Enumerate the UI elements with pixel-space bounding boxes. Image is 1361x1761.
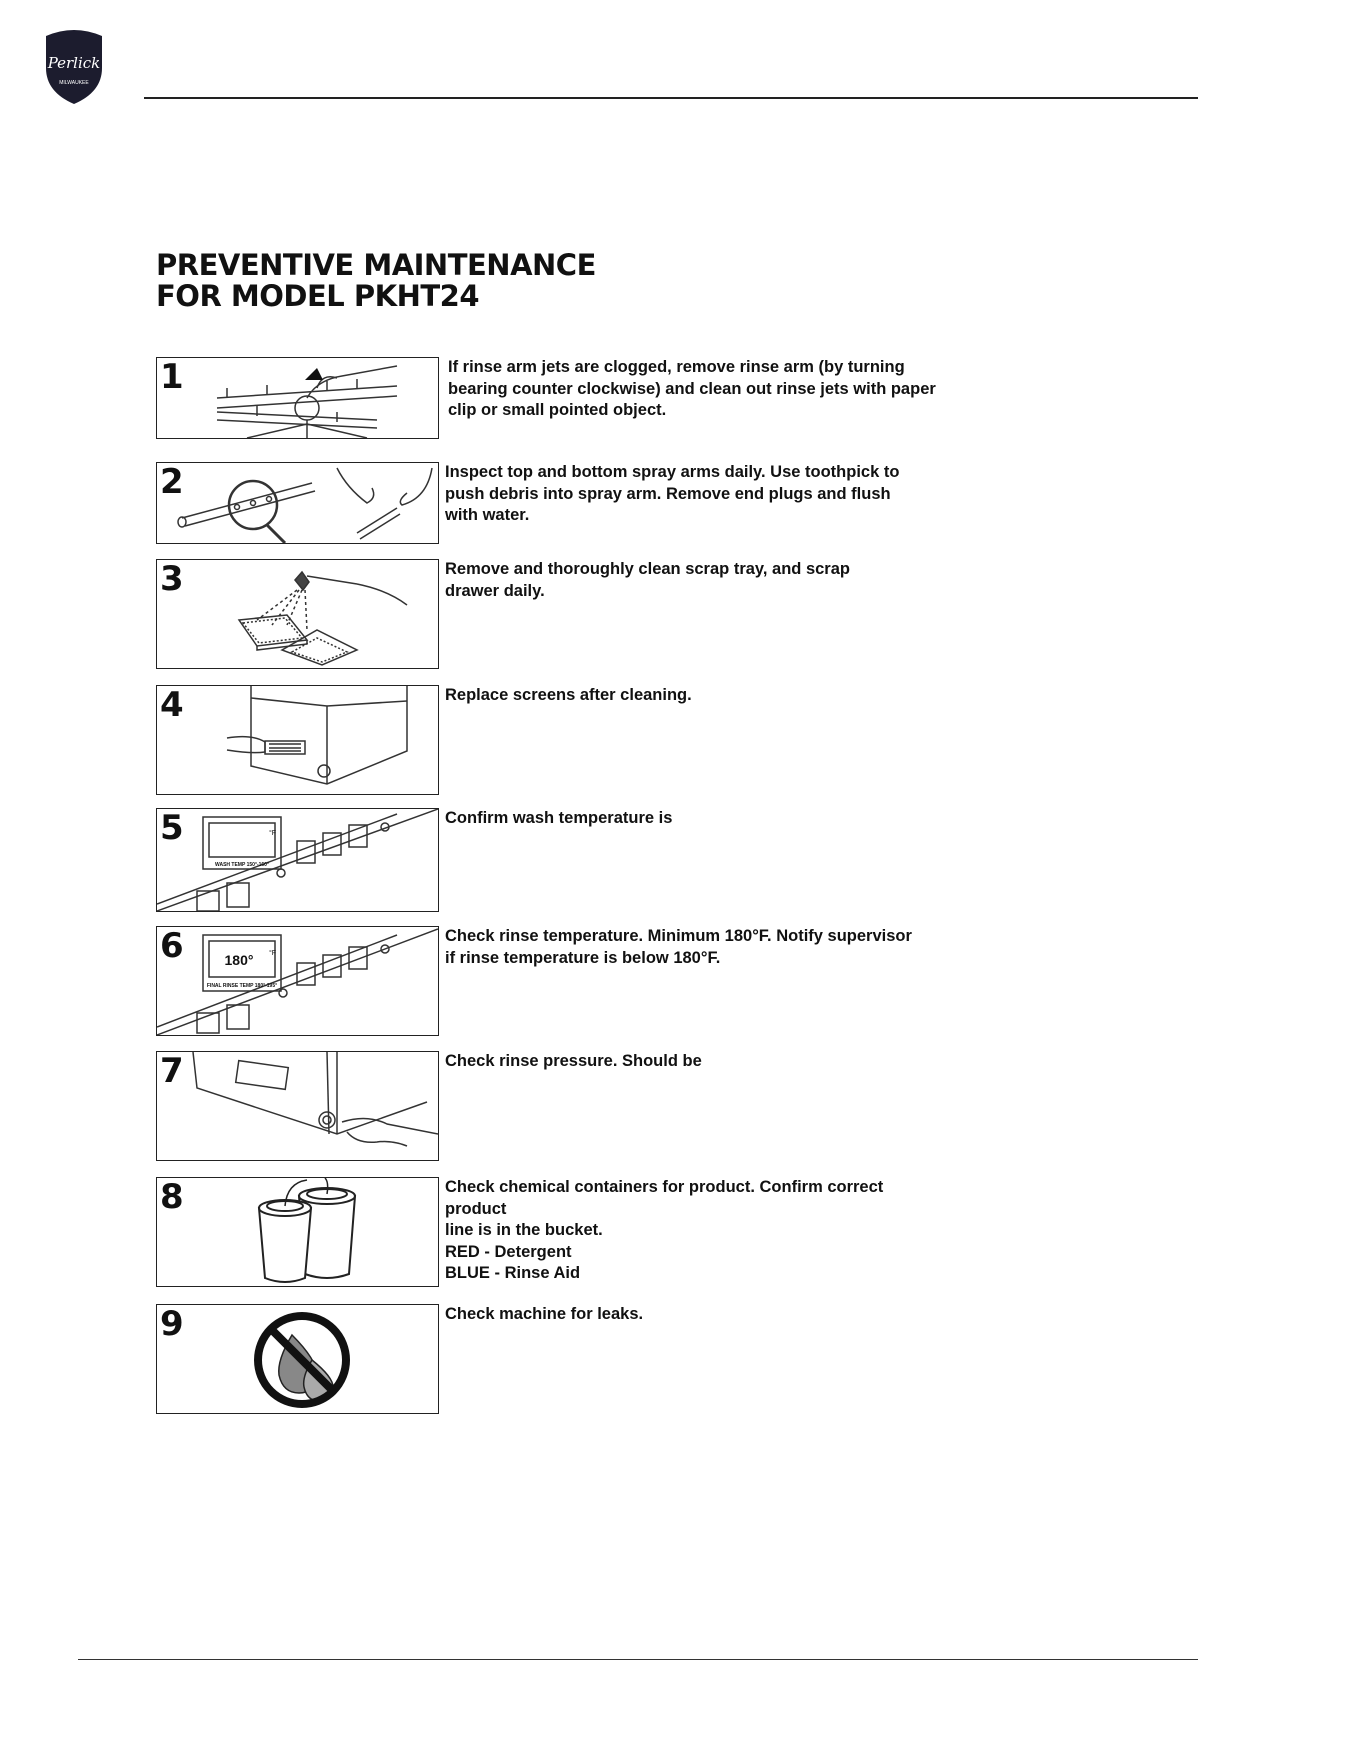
step-9-panel	[156, 1304, 439, 1414]
spray-arm-illustration	[157, 463, 438, 543]
rinse-pressure-illustration	[157, 1052, 438, 1160]
svg-text:WASH TEMP 150°-160°: WASH TEMP 150°-160°	[215, 862, 269, 868]
step-number: 9	[160, 1304, 184, 1344]
step-2-panel	[156, 462, 439, 544]
step-number: 6	[160, 926, 184, 966]
svg-text:°F: °F	[269, 950, 277, 957]
step-number: 8	[160, 1177, 184, 1217]
step-8-panel	[156, 1177, 439, 1287]
step-number: 4	[160, 685, 184, 725]
step-3-panel	[156, 559, 439, 669]
title-line-2: FOR MODEL PKHT24	[156, 279, 479, 313]
step-8-text: Check chemical containers for product. Confirm correct product line is in the bucket. RED - Detergent BLUE - Rinse Aid	[445, 1178, 884, 1282]
step-7-text: Check rinse pressure. Should be	[445, 1052, 702, 1070]
page-title	[156, 250, 596, 312]
logo-text: Perlick	[47, 54, 101, 72]
step-2-text: Inspect top and bottom spray arms daily. Use toothpick to push debris into spray arm. Remove end plugs and flush with water.	[445, 463, 900, 524]
scrap-tray-illustration	[157, 560, 438, 668]
rinse-temp-panel-illustration	[157, 927, 438, 1035]
no-leaks-icon	[157, 1305, 438, 1413]
step-number: 2	[160, 462, 184, 502]
footer-rule	[78, 1659, 1198, 1660]
step-6-panel	[156, 926, 439, 1036]
header-rule	[144, 97, 1198, 99]
wash-temp-panel-illustration	[157, 809, 438, 911]
step-5-panel	[156, 808, 439, 912]
step-3-text: Remove and thoroughly clean scrap tray, and scrap drawer daily.	[445, 560, 850, 600]
step-5-text: Confirm wash temperature is	[445, 809, 673, 827]
step-number: 3	[160, 559, 184, 599]
logo-subtext: MILWAUKEE	[59, 80, 89, 86]
step-4-panel	[156, 685, 439, 795]
step-number: 7	[160, 1051, 184, 1091]
svg-text:FINAL RINSE TEMP 180°-195°: FINAL RINSE TEMP 180°-195°	[206, 983, 278, 989]
step-6-text: Check rinse temperature. Minimum 180°F. Notify supervisor if rinse temperature is below 180°F.	[445, 927, 912, 967]
screen-illustration	[157, 686, 438, 794]
step-number: 1	[160, 357, 184, 397]
step-number: 5	[160, 808, 184, 848]
step-9-text: Check machine for leaks.	[445, 1305, 644, 1323]
step-7-panel	[156, 1051, 439, 1161]
chemical-buckets-illustration	[157, 1178, 438, 1286]
step-4-text: Replace screens after cleaning.	[445, 686, 692, 704]
step-1-panel	[156, 357, 439, 439]
svg-text:180°: 180°	[224, 952, 254, 968]
svg-text:°F: °F	[269, 830, 277, 837]
title-line-1: PREVENTIVE MAINTENANCE	[156, 248, 596, 282]
rinse-arm-illustration	[157, 358, 438, 438]
perlick-logo	[40, 26, 108, 106]
step-1-text: If rinse arm jets are clogged, remove rinse arm (by turning bearing counter clockwise) and clean out rinse jets with paper clip or small pointed object.	[448, 358, 936, 419]
